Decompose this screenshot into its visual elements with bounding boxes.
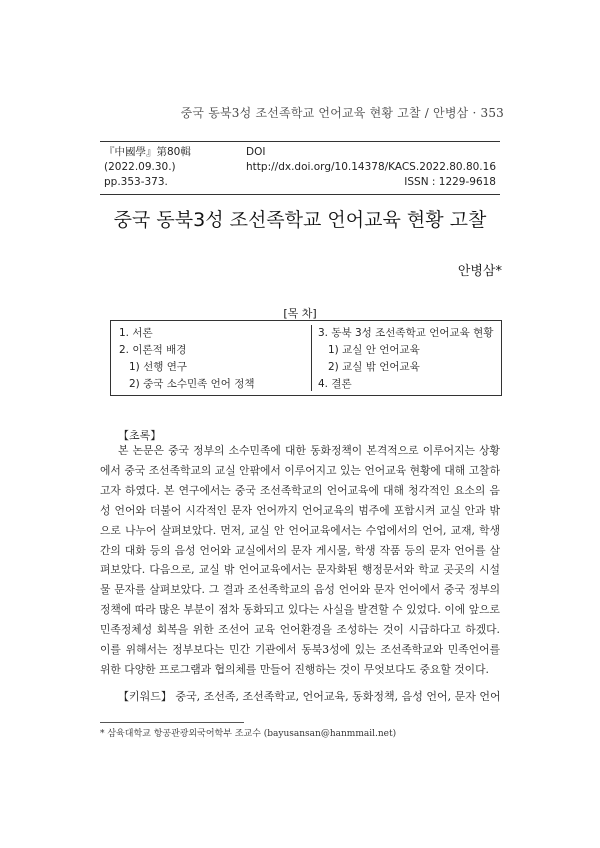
toc-subitem: 1) 선행 연구 (129, 361, 188, 373)
toc-label: [목 차] (283, 307, 317, 320)
footnote-divider (100, 722, 244, 723)
toc-item: 2. 이론적 배경 (119, 344, 187, 356)
toc-subitem: 1) 교실 안 언어교육 (328, 344, 420, 356)
toc-item: 1. 서론 (119, 327, 153, 339)
toc-right-column (311, 325, 504, 391)
abstract-body: 본 논문은 중국 정부의 소수민족에 대한 동화정책이 본격적으로 이루어지는 상황에서 중국 조선족학교의 교실 안팎에서 이루어지고 있는 언어교육 현황에 대해 고찰하고자 하였다. 본 연구에서는 중국 조선족학교의 언어교육에 대해 청각적인 요소의 음성 언어와 더불어 시각적인 문자 언어까지 언어교육의 범주에 포함시켜 교실 안과 밖으로 나누어 살펴보았다. 먼저, 교실 안 언어교육에서는 수업에서의 언어, 교재, 학생 간의 대화 등의 음성 언어와 교실에서의 문자 게시물, 학생 작품 등의 문자 언어를 살펴보았다. 다음으로, 교실 밖 언어교육에서는 문자화된 행정문서와 학교 곳곳의 시설물 문자를 살펴보았다. 그 결과 조선족학교의 음성 언어와 문자 언어에서 중국 정부의 정책에 따라 많은 부분이 점차 동화되고 있다는 사실을 발견할 수 있었다. 이에 앞으로 민족정체성 회복을 위한 조선어 교육 언어환경을 조성하는 것이 시급하다고 하겠다. 이를 위해서는 정부보다는 민간 기관에서 동북3성에 있는 조선족학교와 민족언어를 위한 다양한 프로그램과 협의체를 만들어 진행하는 것이 무엇보다도 중요할 것이다. (100, 444, 500, 676)
page-range: pp.353-373. (104, 176, 168, 188)
paper-title: 중국 동북3성 조선족학교 언어교육 현황 고찰 (113, 209, 487, 231)
author-name: 안병삼* (457, 264, 502, 279)
doi-link[interactable]: DOI http://dx.doi.org/10.14378/KACS.2022.80.80.16 (246, 146, 497, 173)
keywords: 【키워드】 중국, 조선족, 조선족학교, 언어교육, 동화정책, 음성 언어, 문자 언어 (118, 690, 501, 703)
abstract-heading: 【초록】 (118, 429, 162, 442)
article-meta (100, 141, 500, 195)
toc-subitem: 2) 중국 소수민족 언어 정책 (129, 378, 255, 390)
author-footnote: * 삼육대학교 항공관광외국어학부 조교수 (bayusansan@hanmmail.net) (100, 729, 397, 739)
toc-item: 4. 결론 (318, 378, 352, 390)
table-of-contents (110, 320, 502, 396)
toc-item: 3. 동북 3성 조선족학교 언어교육 현황 (318, 327, 494, 339)
toc-subitem: 2) 교실 밖 언어교육 (328, 361, 420, 373)
toc-left-column (119, 325, 305, 393)
running-head: 중국 동북3성 조선족학교 언어교육 현황 고찰 / 안병삼 · 353 (180, 106, 504, 120)
journal-info: 『中國學』第80輯 (2022.09.30.) (104, 146, 191, 173)
issn: ISSN : 1229-9618 (404, 176, 496, 188)
